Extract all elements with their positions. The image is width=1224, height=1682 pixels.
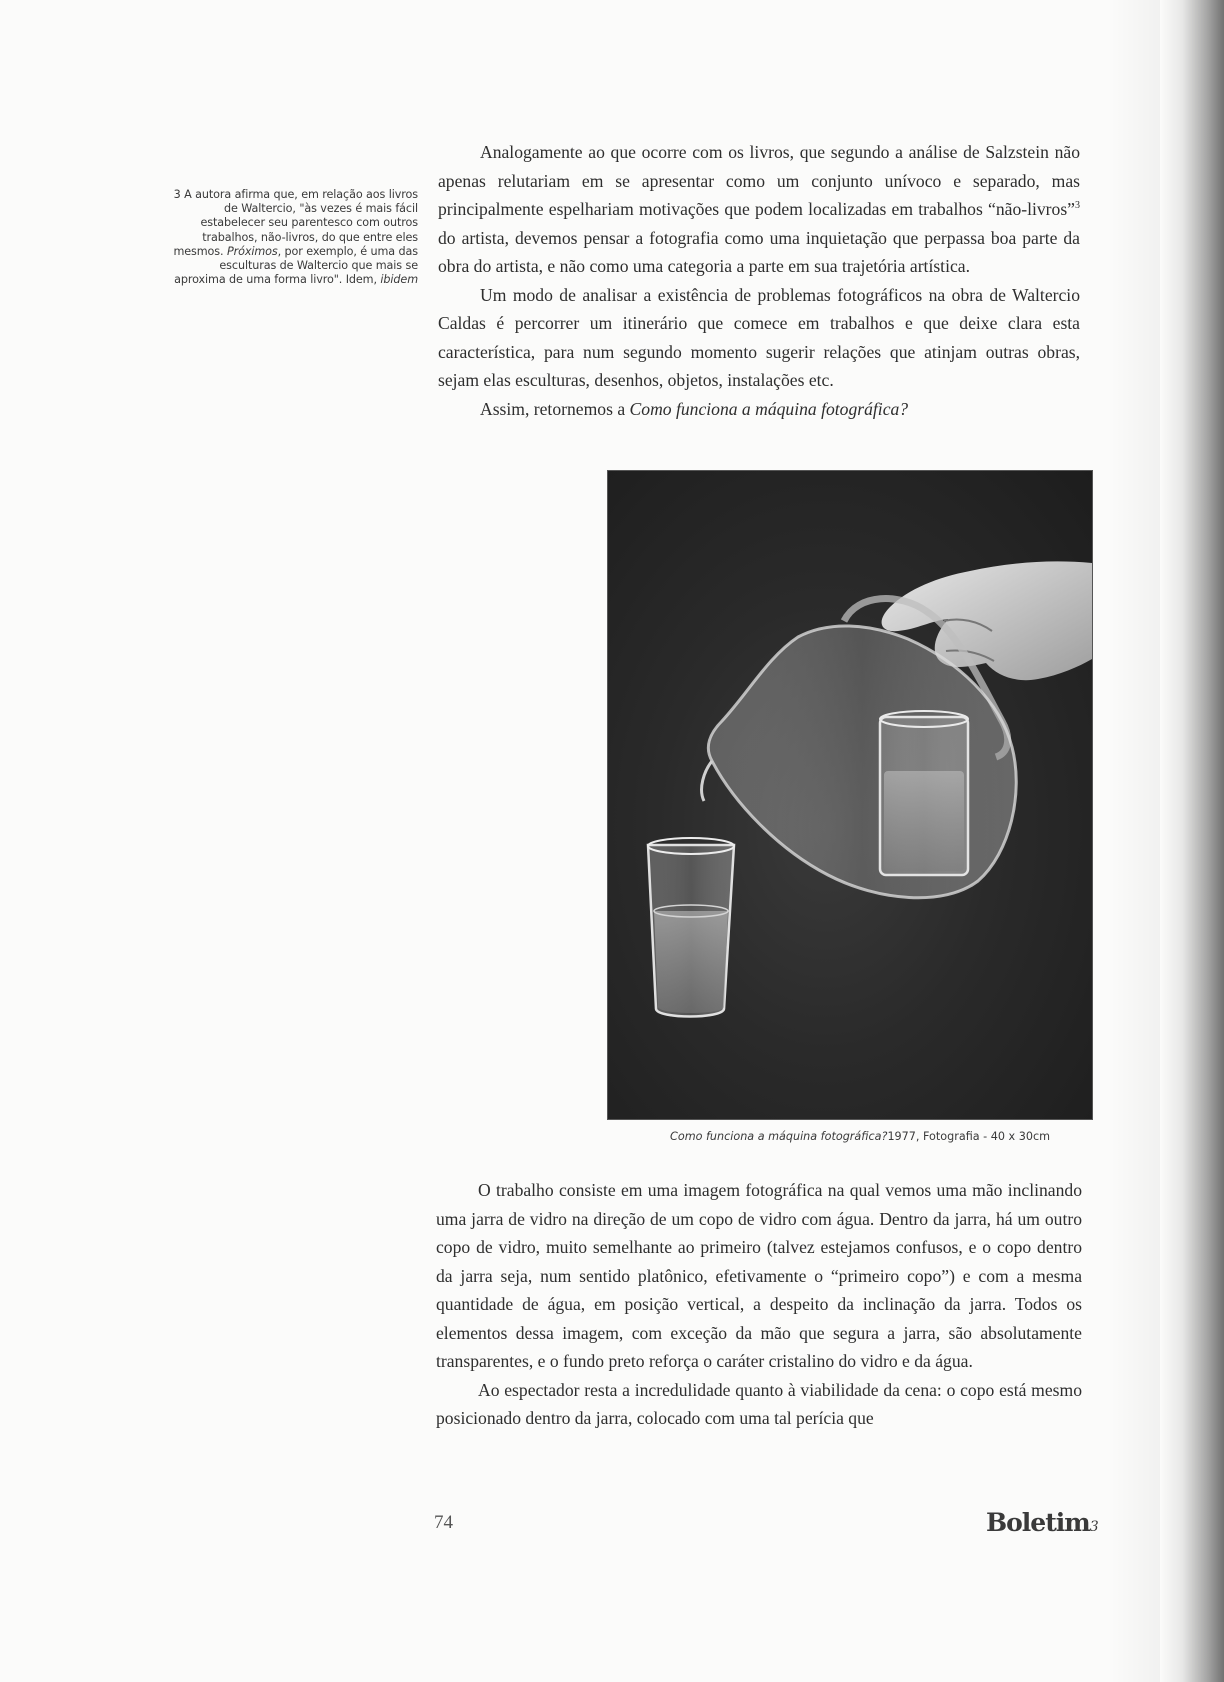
photo-illustration xyxy=(608,471,1092,1119)
footnote-italic-1: Próximos xyxy=(226,244,278,258)
paragraph-1-text-b: do artista, devemos pensar a fotografia como uma inquietação que perpassa boa parte da obra do artista, e não como uma categoria a parte em sua trajetória artística. xyxy=(438,227,1080,276)
caption-title: Como funciona a máquina fotográfica? xyxy=(670,1130,888,1143)
paragraph-1-text-a: Analogamente ao que ocorre com os livros, que segundo a análise de Salzstein não apenas relutariam em se apresentar como um conjunto unívoco e separado, mas principalmente espelhariam motivações que podem localizadas em trabalhos “não-livros” xyxy=(438,142,1080,219)
scan-edge-shadow xyxy=(1160,0,1224,1682)
journal-logo xyxy=(986,1508,1098,1537)
paragraph-4: O trabalho consiste em uma imagem fotográfica na qual vemos uma mão inclinando uma jarra de vidro na direção de um copo de vidro com água. Dentro da jarra, há um outro copo de vidro, muito semelhante ao primeiro (talvez estejamos confusos, e o copo dentro da jarra seja, num sentido platônico, efetivamente o “primeiro copo”) e com a mesma quantidade de água, em posição vertical, a despeito da inclinação da jarra. Todos os elementos dessa imagem, com exceção da mão que segura a jarra, são absolutamente transparentes, e o fundo preto reforça o caráter cristalino do vidro e da água. xyxy=(436,1180,1082,1371)
paragraph-2: Um modo de analisar a existência de problemas fotográficos na obra de Waltercio Caldas é percorrer um itinerário que comece em trabalhos e que deixe clara esta característica, para num segundo momento sugerir relações que atinjam outras obras, sejam elas esculturas, desenhos, objetos, instalações etc. xyxy=(438,284,1080,390)
paragraph-3-text: Assim, retornemos a xyxy=(480,398,630,419)
figure-caption xyxy=(560,1130,1050,1144)
page-number: 74 xyxy=(434,1512,453,1533)
scan-shadow-inner xyxy=(1110,0,1160,1682)
paragraph-1 xyxy=(438,138,1080,281)
artwork-title: Como funciona a máquina fotográfica? xyxy=(629,398,909,419)
footnote-ref-3[interactable]: 3 xyxy=(1075,200,1080,212)
body-text-top xyxy=(438,138,1080,423)
body-text-bottom xyxy=(436,1176,1082,1433)
footnote-text-2: , por exemplo, é uma das esculturas de Waltercio que mais se aproxima de uma forma livro". Idem, xyxy=(174,244,418,287)
caption-details: 1977, Fotografia - 40 x 30cm xyxy=(887,1130,1050,1143)
paragraph-3 xyxy=(438,395,1080,424)
journal-title: Boletim xyxy=(986,1508,1090,1537)
footnote-italic-2: ibidem xyxy=(380,273,418,287)
artwork-photograph xyxy=(607,470,1093,1120)
journal-issue: 3 xyxy=(1089,1519,1098,1535)
footnote-text-1: 3 A autora afirma que, em relação aos livros de Waltercio, "às vezes é mais fácil estabelecer seu parentesco com outros trabalhos, não-livros, do que entre eles mesmos. xyxy=(173,188,418,258)
paragraph-5: Ao espectador resta a incredulidade quanto à viabilidade da cena: o copo está mesmo posicionado dentro da jarra, colocado com uma tal perícia que xyxy=(436,1379,1082,1428)
footnote-3 xyxy=(170,188,418,287)
